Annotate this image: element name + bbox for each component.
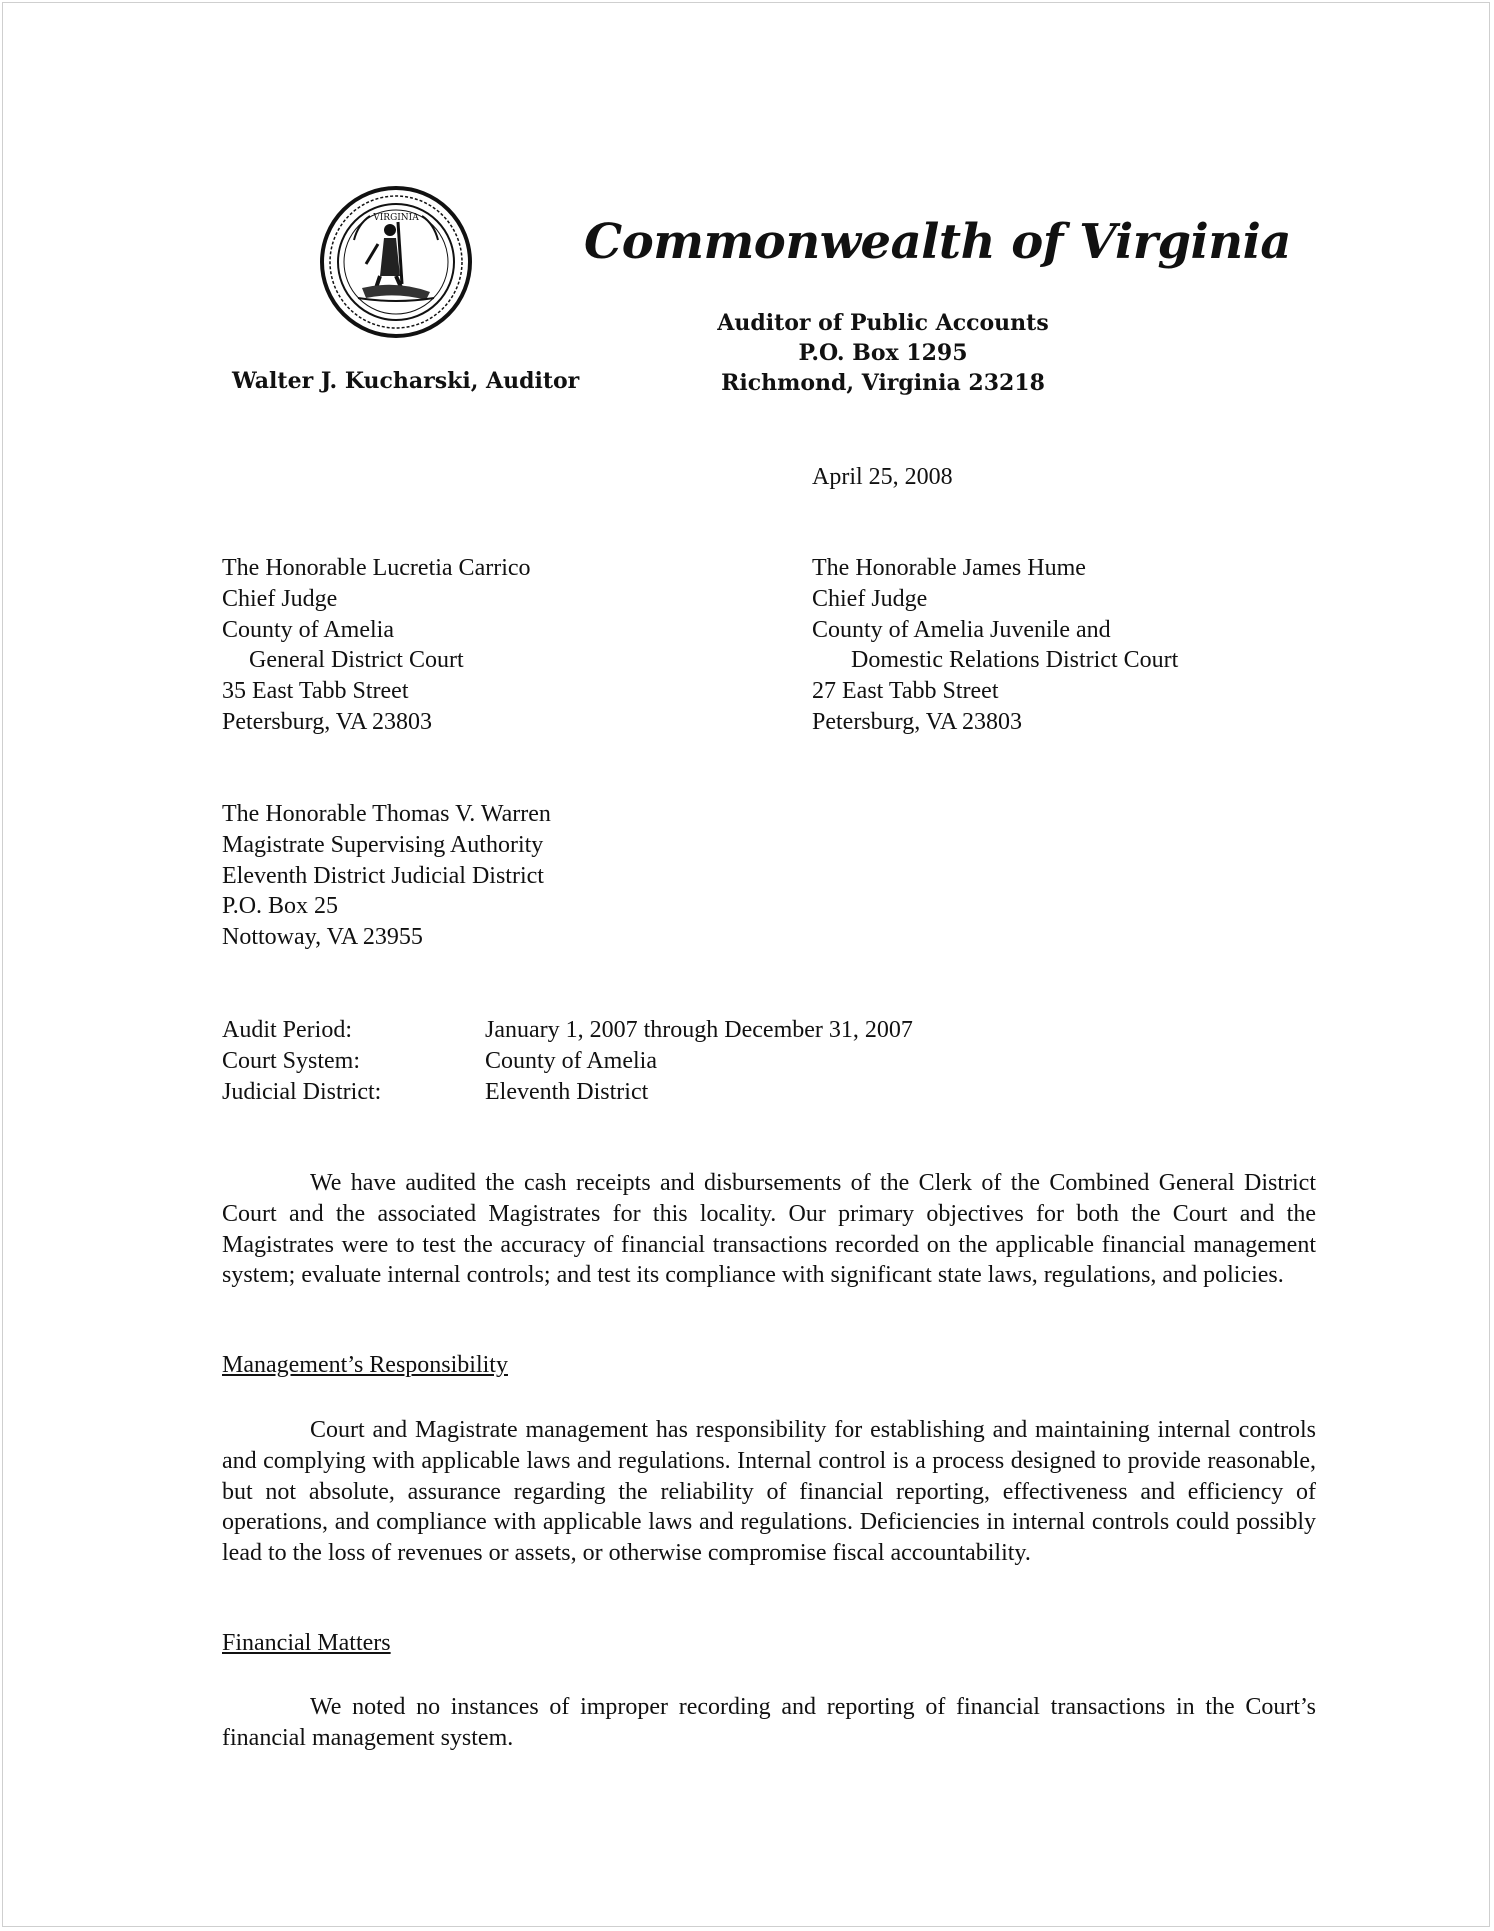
address-line: County of Amelia Juvenile and <box>812 616 1111 643</box>
address-line: P.O. Box 25 <box>222 893 339 920</box>
audit-info-row <box>222 1046 913 1077</box>
address-line: 27 East Tabb Street <box>812 678 999 705</box>
audit-info-row <box>222 1077 913 1108</box>
address-line: General District Court <box>249 647 464 674</box>
masthead-title: Commonwealth of Virginia <box>584 214 1292 270</box>
audit-info-value: County of Amelia <box>485 1047 657 1074</box>
address-line: Eleventh District Judicial District <box>222 862 544 889</box>
address-line: The Honorable James Hume <box>812 555 1086 581</box>
intro-text: We have audited the cash receipts and disbursements of the Clerk of the Combined General District Court and the associated Magistrates for this locality. Our primary objectives for both the Court and the Magistrates were to test the accuracy of financial transactions recorded on the applicable financial management system; evaluate internal controls; and test its compliance with significant state laws, regulations, and policies. <box>222 1170 1316 1289</box>
address-line: Chief Judge <box>222 585 338 612</box>
auditor-name: Walter J. Kucharski, Auditor <box>232 368 580 394</box>
address-line: 35 East Tabb Street <box>222 678 409 705</box>
letter-date: April 25, 2008 <box>812 464 953 490</box>
audit-info-value: Eleventh District <box>485 1078 649 1105</box>
address-line: Petersburg, VA 23803 <box>812 708 1023 735</box>
intro-paragraph <box>222 1168 1316 1291</box>
address-line: Petersburg, VA 23803 <box>222 708 433 735</box>
address-line: Magistrate Supervising Authority <box>222 831 544 858</box>
financial-matters-heading: Financial Matters <box>222 1630 391 1656</box>
address-line: The Honorable Lucretia Carrico <box>222 555 531 581</box>
audit-info-value: January 1, 2007 through December 31, 2007 <box>485 1017 913 1043</box>
address-line: Nottoway, VA 23955 <box>222 924 423 951</box>
audit-info-label: Audit Period: <box>222 1017 352 1043</box>
address-line: County of Amelia <box>222 616 394 643</box>
recipient-address <box>812 553 1178 738</box>
office-city-state: Richmond, Virginia 23218 <box>721 370 1045 396</box>
seal-text: VIRGINIA <box>373 213 419 223</box>
management-paragraph <box>222 1415 1316 1569</box>
audit-info-label: Judicial District: <box>222 1078 382 1105</box>
audit-info-row <box>222 1015 913 1046</box>
audit-info <box>222 1015 913 1107</box>
address-line: Chief Judge <box>812 585 928 612</box>
address-line: The Honorable Thomas V. Warren <box>222 801 551 827</box>
financial-matters-text: We noted no instances of improper recording and reporting of financial transactions in the Court’s financial management system. <box>222 1694 1316 1751</box>
financial-matters-paragraph <box>222 1692 1316 1754</box>
address-line: Domestic Relations District Court <box>851 647 1179 674</box>
management-heading: Management’s Responsibility <box>222 1352 508 1378</box>
recipient-address <box>222 799 551 953</box>
audit-info-label: Court System: <box>222 1047 361 1074</box>
recipient-address <box>222 553 531 738</box>
office-name: Auditor of Public Accounts <box>717 310 1049 336</box>
virginia-seal-icon <box>318 184 474 340</box>
office-po-box: P.O. Box 1295 <box>798 340 968 366</box>
management-text: Court and Magistrate management has responsibility for establishing and maintaining internal controls and complying with applicable laws and regulations. Internal control is a process designed to provide reasonable, but not absolute, assurance regarding the reliability of financial reporting, effectiveness and efficiency of operations, and compliance with applicable laws and regulations. Deficiencies in internal controls could possibly lead to the loss of revenues or assets, or otherwise compromise fiscal accountability. <box>222 1417 1316 1567</box>
